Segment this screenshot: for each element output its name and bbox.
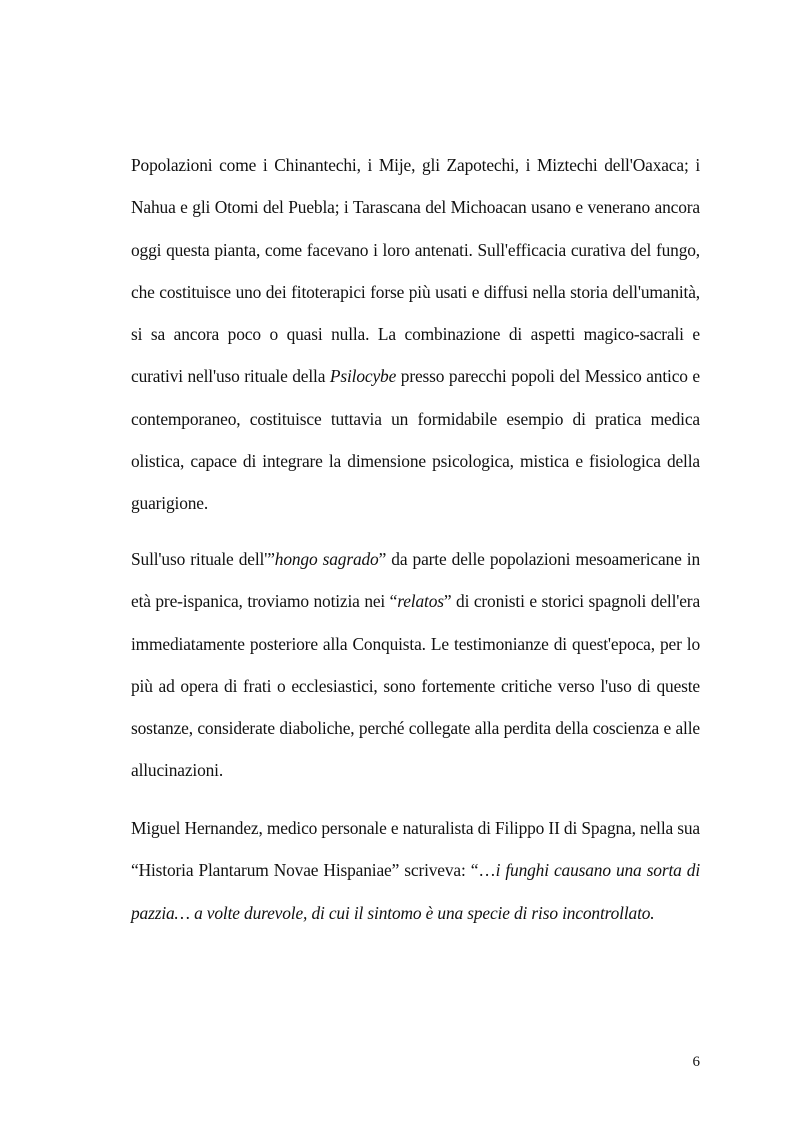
- paragraph-1: [131, 144, 700, 525]
- paragraph-1-text-cont: presso parecchi popoli del Messico antico e contemporaneo, costituisce tuttavia un formidabile esempio di pratica medica olistica, capace di integrare la dimensione psicologica, mistica e fisiologica della guarigione.: [131, 366, 700, 514]
- paragraph-3-italic-quote: i funghi causano una sorta di pazzia… a volte durevole, di cui il sintomo è una specie di riso incontrollato.: [131, 860, 701, 923]
- paragraph-2-text: Sull'uso rituale dell'”: [131, 549, 275, 569]
- paragraph-2: [131, 538, 700, 792]
- paragraph-2-italic-term: hongo sagrado: [274, 549, 379, 569]
- paragraph-3: [131, 807, 700, 934]
- paragraph-2-text-end: ” di cronisti e storici spagnoli dell'era immediatamente posteriore alla Conquista. Le testimonianze di quest'epoca, per lo più ad opera di frati o ecclesiastici, sono fortemente critiche verso l'uso di queste sostanze, considerate diaboliche, perché collegate alla perdita della coscienza e alle allucinazioni.: [131, 591, 701, 781]
- paragraph-2-italic-term-2: relatos: [397, 591, 444, 612]
- page-number: 6: [692, 1054, 700, 1070]
- paragraph-1-italic-term: Psilocybe: [329, 366, 397, 387]
- paragraph-2-text-cont: ” da parte delle popolazioni mesoamericane in età pre-ispanica, troviamo notizia nei “: [131, 549, 700, 612]
- paragraph-3-text: Miguel Hernandez, medico personale e naturalista di Filippo II di Spagna, nella sua “Historia Plantarum Novae Hispaniae” scriveva: “…: [131, 818, 700, 881]
- paragraph-1-text: Popolazioni come i Chinantechi, i Mije, gli Zapotechi, i Miztechi dell'Oaxaca; i Nahua e gli Otomi del Puebla; i Tarascana del Michoacan usano e venerano ancora oggi questa pianta, come facevano i loro antenati. Sull'efficacia curativa del fungo, che costituisce uno dei fitoterapici forse più usati e diffusi nella storia dell'umanità, si sa ancora poco o quasi nulla. La combinazione di aspetti magico-sacrali e curativi nell'uso rituale della: [131, 155, 700, 387]
